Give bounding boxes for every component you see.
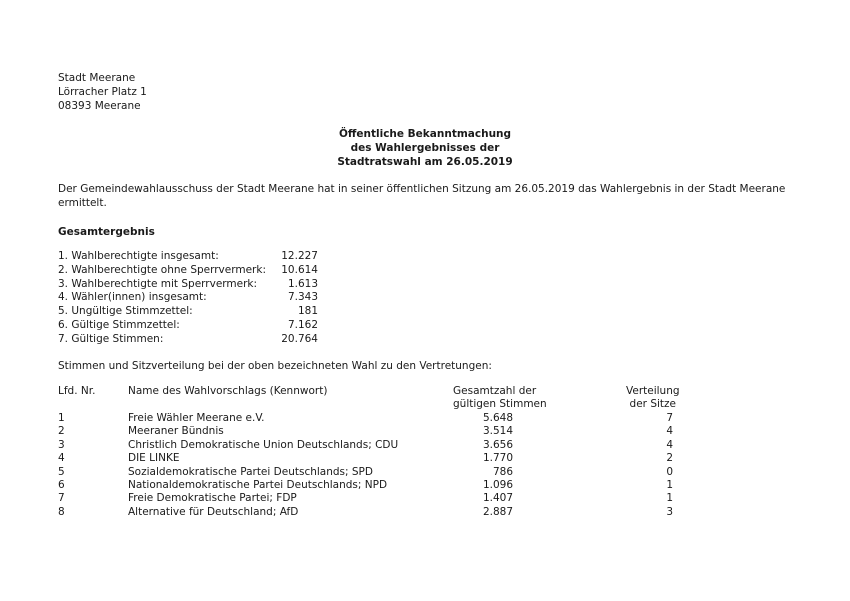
row-number: 7 — [58, 492, 65, 505]
party-name: DIE LINKE — [128, 452, 180, 465]
column-header-seats-line-1: Verteilung — [626, 385, 680, 397]
title-line-3: Stadtratswahl am 26.05.2019 — [337, 156, 513, 168]
stat-label: 2. Wahlberechtigte ohne Sperrvermerk: — [58, 263, 266, 276]
party-name: Alternative für Deutschland; AfD — [128, 505, 299, 518]
table-row — [58, 439, 678, 452]
stat-row — [58, 333, 318, 347]
party-name: Sozialdemokratische Partei Deutschlands; SPD — [128, 465, 373, 478]
row-number: 5 — [58, 465, 65, 478]
seat-count: 0 — [666, 465, 673, 478]
seat-count: 2 — [666, 452, 673, 465]
vote-count: 1.770 — [482, 452, 513, 465]
stat-row — [58, 319, 318, 333]
party-name: Freie Wähler Meerane e.V. — [128, 412, 265, 424]
column-header-name: Name des Wahlvorschlags (Kennwort) — [128, 385, 328, 397]
party-name: Freie Demokratische Partei; FDP — [128, 492, 297, 505]
vote-count: 3.656 — [482, 438, 513, 451]
title-line-2: des Wahlergebnisses der — [350, 142, 500, 154]
vote-count: 786 — [492, 465, 513, 478]
column-header-votes — [453, 385, 547, 411]
sender-street: Lörracher Platz 1 — [58, 86, 147, 98]
stat-value: 12.227 — [281, 250, 318, 262]
seat-count: 4 — [666, 438, 673, 451]
table-row — [58, 492, 678, 505]
party-name: Nationaldemokratische Partei Deutschlands; NPD — [128, 478, 388, 491]
row-number: 6 — [58, 478, 65, 491]
row-number: 8 — [58, 505, 65, 518]
vote-count: 3.514 — [482, 425, 513, 438]
intro-paragraph — [58, 183, 798, 211]
vote-count: 1.096 — [482, 478, 513, 491]
intro-line-2: ermittelt. — [58, 197, 107, 209]
seat-count: 3 — [666, 505, 673, 518]
column-header-seats-line-2: der Sitze — [629, 398, 676, 410]
column-header-nr: Lfd. Nr. — [58, 385, 96, 397]
stat-row — [58, 291, 318, 305]
stat-value: 20.764 — [281, 332, 318, 345]
party-name: Christlich Demokratische Union Deutschlands; CDU — [128, 438, 399, 451]
stat-label: 3. Wahlberechtigte mit Sperrvermerk: — [58, 277, 258, 290]
distribution-intro: Stimmen und Sitzverteilung bei der oben bezeichneten Wahl zu den Vertretungen: — [58, 360, 492, 372]
row-number: 2 — [58, 425, 65, 438]
table-row — [58, 506, 678, 519]
seat-count: 1 — [666, 492, 673, 505]
column-header-seats — [626, 385, 680, 411]
vote-count: 2.887 — [482, 505, 513, 518]
stat-row — [58, 250, 318, 264]
overall-result-heading: Gesamtergebnis — [58, 226, 155, 238]
row-number: 4 — [58, 452, 65, 465]
title-line-1: Öffentliche Bekanntmachung — [338, 128, 512, 140]
stat-row — [58, 305, 318, 319]
stat-value: 7.162 — [287, 318, 318, 331]
vote-count: 1.407 — [482, 492, 513, 505]
document-title — [0, 128, 850, 170]
stat-label: 4. Wähler(innen) insgesamt: — [58, 291, 207, 304]
party-name: Meeraner Bündnis — [128, 425, 224, 438]
seat-count: 1 — [666, 478, 673, 491]
sender-address — [58, 72, 147, 114]
table-row — [58, 479, 678, 492]
stat-value: 7.343 — [287, 291, 318, 304]
vote-count: 5.648 — [482, 412, 513, 424]
stat-row — [58, 278, 318, 292]
table-row — [58, 425, 678, 438]
stat-value: 181 — [297, 305, 318, 318]
stat-label: 6. Gültige Stimmzettel: — [58, 318, 180, 331]
sender-city: 08393 Meerane — [58, 100, 141, 112]
stat-value: 10.614 — [281, 263, 318, 276]
sender-name: Stadt Meerane — [58, 72, 136, 84]
intro-line-1: Der Gemeindewahlausschuss der Stadt Meerane hat in seiner öffentlichen Sitzung am 26.05.2019 das Wahlergebnis in der Stadt Meerane — [58, 183, 786, 195]
stat-value: 1.613 — [287, 277, 318, 290]
results-table — [58, 412, 678, 519]
seat-count: 4 — [666, 425, 673, 438]
row-number: 1 — [58, 412, 65, 424]
stat-label: 1. Wahlberechtigte insgesamt: — [58, 250, 219, 262]
table-row — [58, 412, 678, 425]
stat-label: 7. Gültige Stimmen: — [58, 332, 164, 345]
table-row — [58, 452, 678, 465]
column-header-votes-line-2: gültigen Stimmen — [453, 398, 547, 410]
seat-count: 7 — [666, 412, 673, 424]
stat-row — [58, 264, 318, 278]
stat-label: 5. Ungültige Stimmzettel: — [58, 305, 193, 318]
overall-result-list — [58, 250, 318, 347]
row-number: 3 — [58, 438, 65, 451]
table-row — [58, 466, 678, 479]
column-header-votes-line-1: Gesamtzahl der — [453, 385, 537, 397]
